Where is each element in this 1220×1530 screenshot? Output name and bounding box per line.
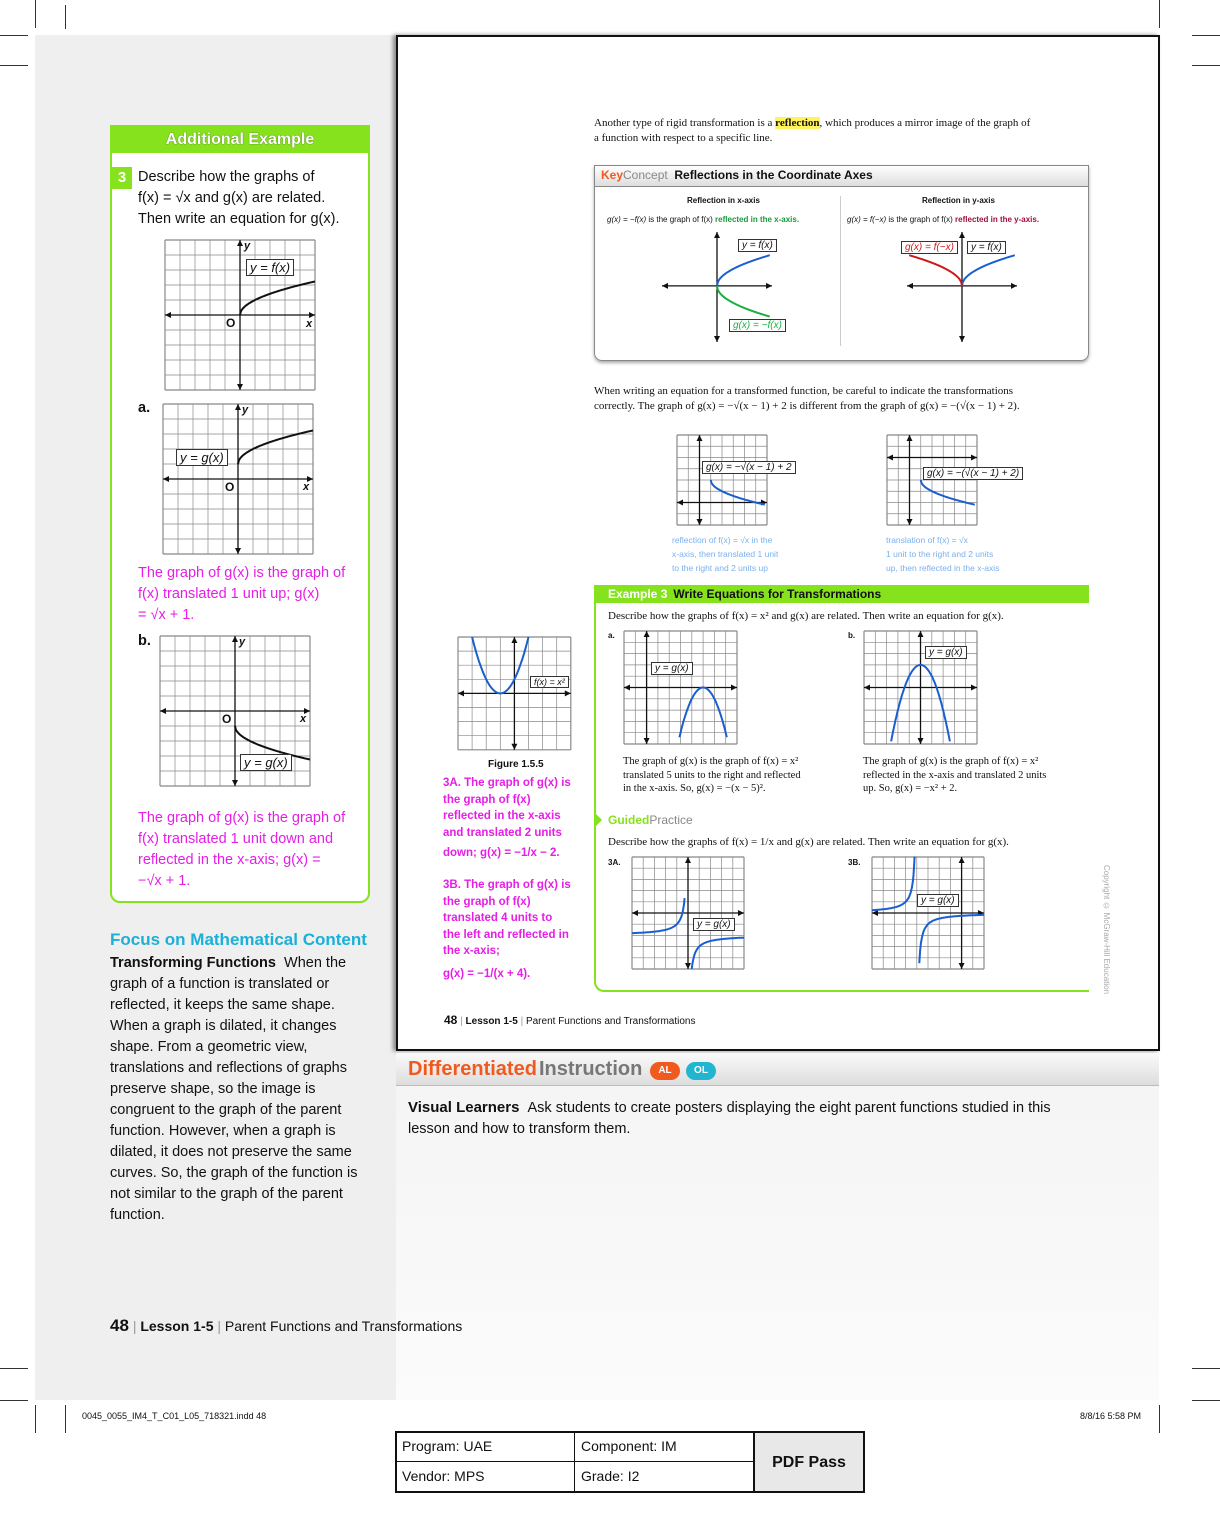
crop-mark (1192, 65, 1220, 66)
function-curve (921, 480, 975, 505)
pdf-status: PDF Pass (753, 1431, 865, 1493)
intro-text: a function with respect to a specific line. (594, 132, 773, 144)
part-label: 3B. (848, 858, 861, 867)
explanation-line: The graph of g(x) is the graph of f(x) = x² (863, 756, 1039, 767)
focus-line: shape. From a geometric view, (110, 1039, 308, 1055)
prompt-line: f(x) = √x and g(x) are related. (138, 190, 326, 206)
page-number: 48 (444, 1013, 458, 1027)
x-axis-label: x (300, 713, 307, 725)
caution-graph-2 (887, 435, 977, 525)
additional-example-prompt (138, 167, 340, 230)
caption-line: to the right and 2 units up (672, 563, 768, 573)
differentiated-text (408, 1097, 1051, 1140)
graph-label: y = g(x) (176, 449, 228, 466)
teacher-page-footer: 48 | Lesson 1-5 | Parent Functions and Transformations (110, 1316, 463, 1335)
focus-body (110, 953, 370, 1226)
rule-eq: g(x) = −f(x) (607, 215, 647, 224)
crop-mark (1159, 0, 1160, 28)
caution-caption-2 (886, 533, 999, 575)
explanation-line: translated 5 units to the right and reflected (623, 769, 801, 781)
guided-practice-heading (608, 813, 693, 827)
graph-label: y = g(x) (693, 918, 735, 931)
diff-line: lesson and how to transform them. (408, 1121, 631, 1137)
crop-mark (1192, 35, 1220, 36)
function-curve (240, 282, 315, 316)
diff-label: Differentiated (408, 1058, 537, 1080)
focus-line: dilated, it does not preserve the same (110, 1144, 352, 1160)
key-concept-header (595, 166, 1088, 187)
prompt-line: Then write an equation for g(x). (138, 211, 340, 227)
crop-mark (65, 5, 66, 29)
divider (840, 196, 841, 346)
graph-label: y = f(x) (246, 259, 294, 276)
graph-label: f(x) = x² (530, 676, 569, 688)
column-heading: Reflection in y-axis (922, 196, 995, 205)
y-axis-label: y (239, 636, 246, 648)
y-axis-label: y (242, 404, 249, 416)
differentiated-instruction-bar (396, 1053, 1159, 1086)
example-graph-a (624, 631, 737, 744)
answer-3b (443, 877, 571, 982)
focus-title: Focus on Mathematical Content (110, 930, 367, 949)
crop-mark (0, 1368, 28, 1369)
example-a-explanation (623, 755, 801, 796)
crop-mark (35, 1405, 36, 1433)
function-curve (909, 255, 962, 286)
graph-label: y = g(x) (240, 754, 292, 771)
y-reflection-rule (847, 215, 1039, 224)
guided-label: Guided (608, 813, 650, 827)
part-label: 3A. (608, 858, 621, 867)
instruction-label: Instruction (539, 1058, 643, 1080)
crop-mark (0, 35, 28, 36)
crop-mark (35, 0, 36, 28)
origin-label: O (226, 316, 236, 330)
answer-line: −√x + 1. (138, 873, 191, 889)
concept-label: Concept (623, 168, 668, 182)
caption-line: reflection of f(x) = √x in the (672, 535, 773, 545)
answer-line: The graph of g(x) is the graph of (138, 810, 346, 826)
answer-line: translated 4 units to (443, 912, 553, 924)
answer-line: the left and reflected in (443, 928, 569, 941)
copyright-notice: Copyright © McGraw-Hill Education (1102, 865, 1111, 995)
rule-text: is the graph of f(x) (886, 215, 956, 224)
graph-label: y = g(x) (925, 646, 967, 659)
badge-ol: OL (686, 1062, 716, 1080)
program-field: Program: UAE (395, 1431, 575, 1462)
focus-line: not similar to the graph of the parent (110, 1186, 343, 1202)
graph-label: y = g(x) (917, 894, 959, 907)
focus-line: congruent to the graph of the parent (110, 1102, 342, 1118)
additional-example-header: Additional Example (112, 127, 368, 153)
slug-filename: 0045_0055_IM4_T_C01_L05_718321.indd 48 (82, 1411, 267, 1421)
part-label: b. (848, 631, 856, 640)
rule-text: is the graph of f(x) (646, 215, 716, 224)
focus-line: reflected, it keeps the same shape. (110, 997, 335, 1013)
caption-line: translation of f(x) = √x (886, 535, 968, 545)
caption-line: x-axis, then translated 1 unit (672, 549, 779, 559)
example-title: Write Equations for Transformations (673, 587, 882, 601)
focus-line: curves. So, the graph of the function is (110, 1165, 358, 1181)
explanation-line: reflected in the x-axis and translated 2 units (863, 769, 1047, 781)
answer-a (138, 563, 345, 626)
crop-mark (1192, 1368, 1220, 1369)
part-label: a. (608, 631, 615, 640)
page-number: 48 (110, 1316, 129, 1335)
x-reflection-rule (607, 215, 799, 224)
answer-line: = √x + 1. (138, 607, 195, 623)
focus-line: graph of a function is translated or (110, 976, 330, 992)
function-curve (717, 255, 770, 286)
explanation-line: The graph of g(x) is the graph of f(x) = x² (623, 756, 799, 767)
paragraph-line: correctly. The graph of g(x) = −√(x − 1) + 2 is different from the graph of g(x) = −(√(x − 1) + 2). (594, 400, 1020, 412)
function-curve (919, 915, 984, 963)
component-field: Component: IM (574, 1431, 754, 1462)
student-page-footer: 48 | Lesson 1-5 | Parent Functions and Transformations (444, 1013, 696, 1027)
focus-line: preserve shape, so the image is (110, 1081, 316, 1097)
lesson-label: Lesson 1-5 (140, 1318, 214, 1334)
function-curve (717, 286, 770, 317)
guided-graph-3a (632, 857, 744, 969)
graph-a (163, 404, 313, 554)
guided-graph-3b (872, 857, 984, 969)
lesson-title: Parent Functions and Transformations (224, 1318, 463, 1334)
crop-mark (0, 1400, 28, 1401)
answer-line: f(x) translated 1 unit down and (138, 831, 334, 847)
focus-line: When a graph is dilated, it changes (110, 1018, 337, 1034)
intro-text: , which produces a mirror image of the graph of (819, 117, 1031, 129)
rule-emphasis: reflected in the y-axis. (955, 215, 1040, 224)
vocab-term: reflection (775, 117, 820, 129)
graph-label: g(x) = −(√(x − 1) + 2) (923, 467, 1023, 480)
function-curve (711, 480, 765, 505)
caption-line: 1 unit to the right and 2 units (886, 549, 994, 559)
answer-line: down; g(x) = −1/x − 2. (443, 847, 560, 859)
badge-al: AL (650, 1062, 680, 1080)
example-number: 3 (112, 167, 132, 189)
x-axis-label: x (303, 481, 310, 493)
answer-b (138, 808, 345, 892)
key-label: Key (601, 168, 624, 182)
caution-paragraph (594, 384, 1074, 414)
explanation-line: up. So, g(x) = −x² + 2. (863, 783, 958, 794)
caution-graph-1 (677, 435, 767, 525)
answer-line: reflected in the x-axis; g(x) = (138, 852, 321, 868)
lesson-title: Parent Functions and Transformations (525, 1016, 696, 1027)
crop-mark (0, 65, 28, 66)
intro-text: Another type of rigid transformation is a (594, 117, 776, 129)
focus-line: translations and reflections of graphs (110, 1060, 347, 1076)
grade-field: Grade: I2 (574, 1461, 754, 1493)
x-axis-label: x (306, 318, 313, 330)
figure-1-5-5-graph (458, 637, 571, 750)
focus-heading: Transforming Functions (110, 955, 276, 971)
answer-line: and translated 2 units (443, 826, 562, 839)
key-concept-title: Reflections in the Coordinate Axes (674, 168, 873, 182)
y-axis-label: y (244, 240, 251, 252)
figure-caption: Figure 1.5.5 (488, 759, 544, 770)
function-curve (238, 431, 313, 465)
graph-label: y = f(x) (738, 239, 777, 252)
caution-caption-1 (672, 533, 778, 575)
example-prompt: Describe how the graphs of f(x) = x² and g(x) are related. Then write an equation for g(x). (608, 610, 1004, 622)
graph-label: g(x) = −f(x) (729, 319, 786, 332)
vendor-field: Vendor: MPS (395, 1461, 575, 1493)
part-b-label: b. (138, 633, 151, 649)
answer-line: g(x) = −1/(x + 4). (443, 967, 531, 980)
function-curve (962, 255, 1015, 286)
answer-line: 3B. The graph of g(x) is (443, 879, 571, 891)
answer-line: f(x) translated 1 unit up; g(x) (138, 586, 320, 602)
prompt-line: Describe how the graphs of (138, 169, 315, 185)
answer-line: the graph of f(x) (443, 895, 531, 908)
answer-line: 3A. The graph of g(x) is (443, 777, 571, 789)
guided-practice-marker (594, 812, 602, 828)
explanation-line: in the x-axis. So, g(x) = −(x − 5)². (623, 783, 766, 794)
rule-emphasis: reflected in the x-axis. (715, 215, 800, 224)
slug-date: 8/8/16 5:58 PM (1080, 1411, 1142, 1421)
diff-heading: Visual Learners (408, 1099, 520, 1116)
answer-line: the x-axis; (443, 945, 500, 957)
example-b-explanation (863, 755, 1046, 796)
crop-mark (65, 1405, 66, 1433)
rule-eq: g(x) = f(−x) (847, 215, 887, 224)
lesson-label: Lesson 1-5 (465, 1016, 518, 1027)
answer-line: the graph of f(x) (443, 793, 531, 806)
crop-mark (1159, 1405, 1160, 1433)
part-a-label: a. (138, 400, 151, 416)
intro-paragraph (594, 116, 1074, 146)
focus-line: When the (284, 955, 347, 971)
answer-line: The graph of g(x) is the graph of (138, 565, 346, 581)
practice-label: Practice (649, 813, 693, 827)
guided-prompt: Describe how the graphs of f(x) = 1/x and g(x) are related. Then write an equation for g(x). (608, 836, 1009, 848)
answer-line: reflected in the x-axis (443, 810, 561, 822)
paragraph-line: When writing an equation for a transformed function, be careful to indicate the transformations (594, 385, 1014, 397)
graph-label: y = g(x) (651, 662, 693, 675)
graph-label: g(x) = f(−x) (901, 241, 958, 254)
example-badge: Example 3 (608, 587, 668, 601)
origin-label: O (222, 712, 232, 726)
diff-line: Ask students to create posters displaying the eight parent functions studied in this (527, 1100, 1051, 1116)
column-heading: Reflection in x-axis (687, 196, 760, 205)
origin-label: O (225, 480, 235, 494)
focus-line: function. However, when a graph is (110, 1123, 336, 1139)
focus-line: function. (110, 1207, 165, 1223)
example-3-header (594, 585, 1089, 603)
answer-3a (443, 775, 571, 862)
graph-label: g(x) = −√(x − 1) + 2 (702, 461, 796, 474)
caption-line: up, then reflected in the x-axis (886, 563, 1000, 573)
graph-label: y = f(x) (967, 241, 1006, 254)
crop-mark (1192, 1400, 1220, 1401)
